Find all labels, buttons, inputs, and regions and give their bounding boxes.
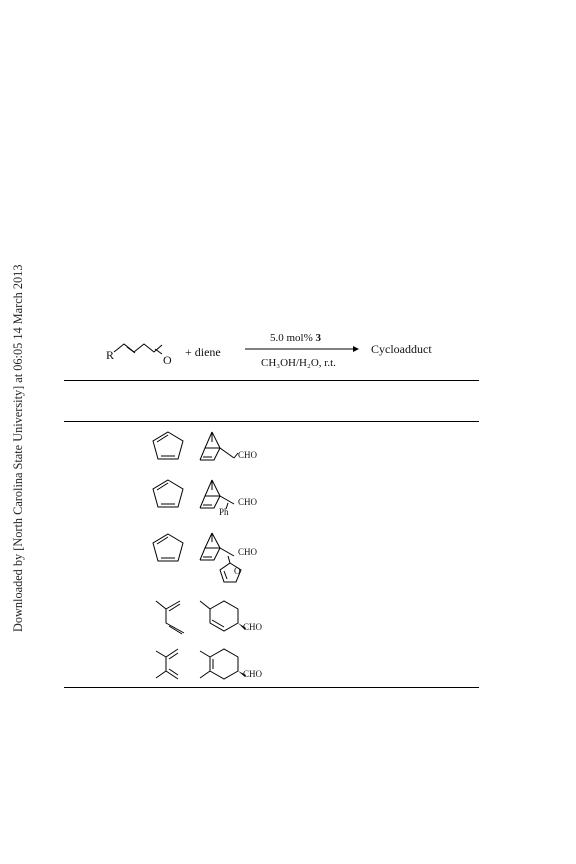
download-watermark: Downloaded by [North Carolina State University] at 06:05 14 March 2013: [11, 264, 25, 632]
table-top-rule: [64, 380, 479, 381]
catalyst-loading: 5.0 mol% 3: [270, 332, 322, 344]
table-row: [148, 476, 268, 521]
cyclopentadiene-structure: [148, 476, 268, 516]
product-cho-label: CHO: [238, 547, 258, 557]
reaction-conditions: CH₃OH/H₂O, r.t.: [261, 357, 336, 369]
substituent-r: R: [106, 348, 115, 362]
product-cho-label: CHO: [243, 622, 263, 632]
carbonyl-oxygen: O: [163, 353, 172, 367]
product-cho-label: CHO: [238, 497, 258, 507]
norbornene-product-structure: [200, 432, 238, 460]
cyclohexene-product-structure: [200, 601, 246, 631]
product-cho-label: CHO: [238, 450, 258, 460]
dimethylcyclohexene-product-structure: [200, 649, 246, 679]
product-cho-label: CHO: [243, 669, 263, 679]
phenyl-label: Ph: [219, 507, 229, 517]
table-row: [148, 597, 268, 642]
dimethylbutadiene-structure: [148, 645, 268, 685]
catalyst-id: 3: [315, 332, 322, 344]
product-label: Cycloadduct: [371, 342, 432, 356]
cyclopentadiene-structure: [148, 530, 268, 586]
table-bottom-rule: [64, 687, 479, 688]
plus-diene: + diene: [185, 345, 221, 359]
reaction-scheme: [100, 330, 460, 374]
table-row: [148, 428, 268, 469]
table-row: [148, 530, 268, 591]
table-header-rule: [64, 421, 479, 422]
table-row: [148, 645, 268, 690]
furan-oxygen-label: O: [234, 566, 241, 576]
